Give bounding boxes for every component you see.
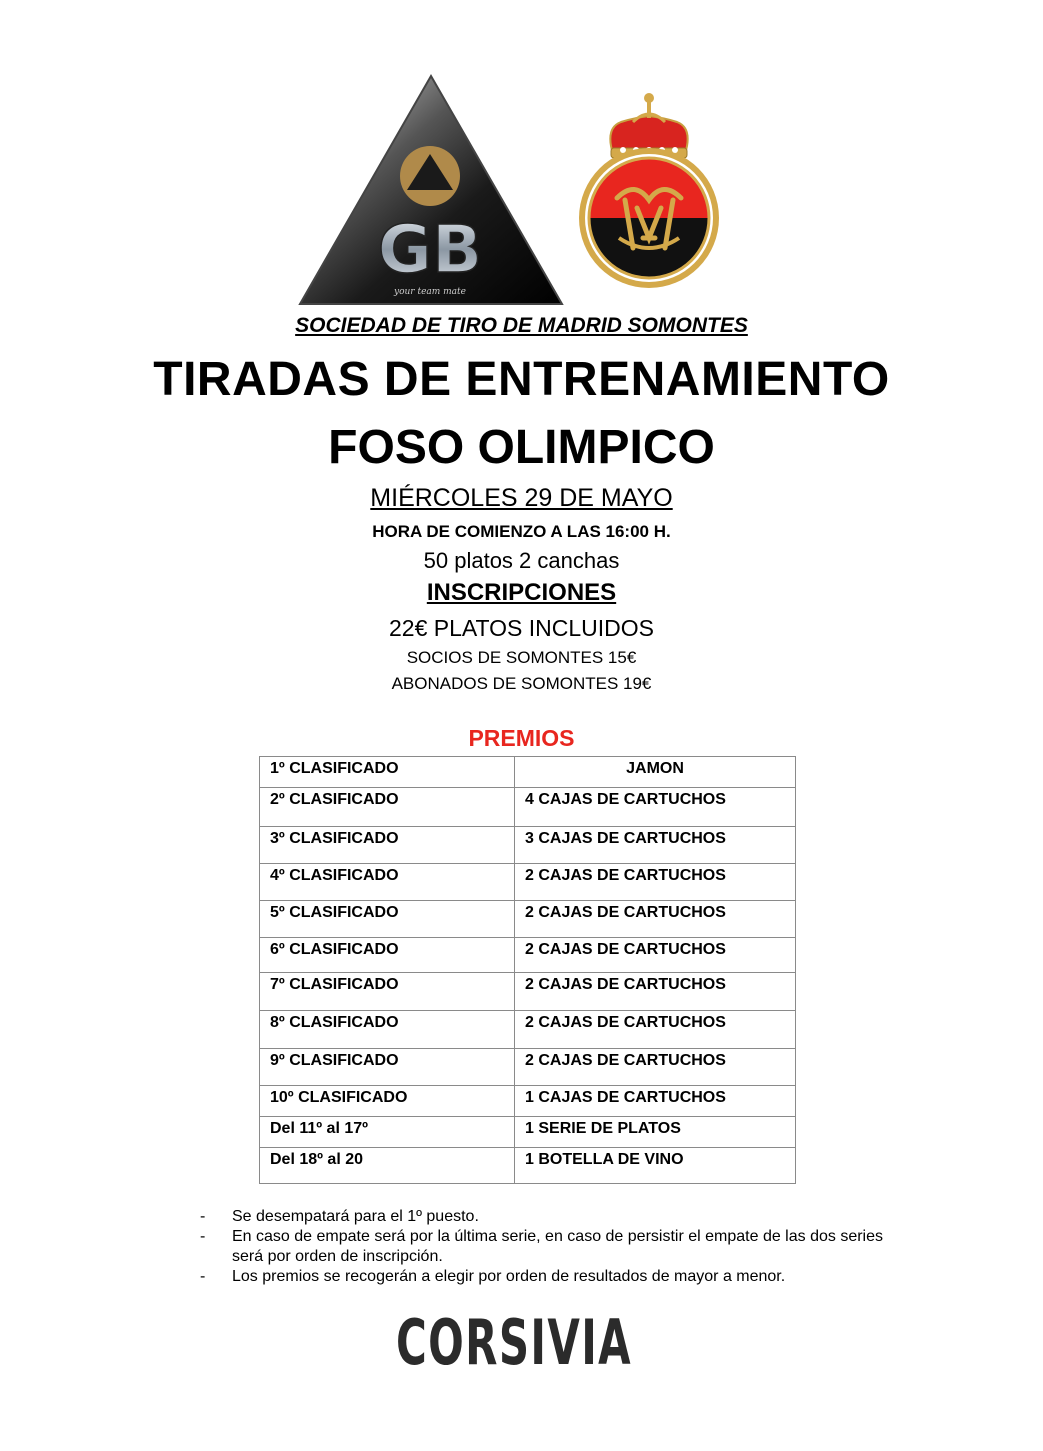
prize-cell: 2 CAJAS DE CARTUCHOS [515,1011,796,1049]
prize-cell: 2 CAJAS DE CARTUCHOS [515,901,796,938]
prize-cell: 1 BOTELLA DE VINO [515,1148,796,1184]
prize-cell: 4 CAJAS DE CARTUCHOS [515,788,796,827]
registration-price: 22€ PLATOS INCLUIDOS [388,615,655,641]
prize-cell: 1 CAJAS DE CARTUCHOS [515,1086,796,1117]
prize-cell: 2 CAJAS DE CARTUCHOS [515,864,796,901]
table-row [260,901,796,938]
prize-cell: JAMON [515,757,796,788]
page-title-line1: TIRADAS DE ENTRENAMIENTO [153,353,890,406]
table-row [260,938,796,973]
notes-list [200,1207,890,1287]
table-row [260,1049,796,1086]
prize-cell: 2 CAJAS DE CARTUCHOS [515,1049,796,1086]
corsivia-logo-text: CORSIVIA [396,1306,632,1379]
place-cell: 2º CLASIFICADO [260,788,515,827]
place-cell: 8º CLASIFICADO [260,1011,515,1049]
society-crest-logo [573,88,725,288]
page-title-line2: FOSO OLIMPICO [328,421,715,474]
event-start-time: HORA DE COMIENZO A LAS 16:00 H. [372,522,671,541]
bullet-dash: - [200,1208,206,1225]
note-item [200,1227,890,1267]
place-cell: 4º CLASIFICADO [260,864,515,901]
table-row [260,973,796,1011]
event-format: 50 platos 2 canchas [423,548,620,573]
place-cell: 10º CLASIFICADO [260,1086,515,1117]
note-text: Se desempatará para el 1º puesto. [232,1208,479,1225]
note-item [200,1207,890,1227]
prizes-table [259,756,796,1184]
registration-socios-price: SOCIOS DE SOMONTES 15€ [406,648,637,667]
table-row [260,757,796,788]
table-row [260,1011,796,1049]
table-row [260,864,796,901]
table-row [260,788,796,827]
prize-cell: 1 SERIE DE PLATOS [515,1117,796,1148]
registration-heading: INSCRIPCIONES [426,579,617,606]
prize-cell: 2 CAJAS DE CARTUCHOS [515,938,796,973]
event-date: MIÉRCOLES 29 DE MAYO [370,484,673,512]
note-text: En caso de empate será por la última serie, en caso de persistir el empate de las dos series será por orden de inscripción. [232,1228,883,1265]
note-item [200,1267,890,1287]
place-cell: Del 11º al 17º [260,1117,515,1148]
gb-logo-text: GB [377,211,483,288]
prize-cell: 3 CAJAS DE CARTUCHOS [515,827,796,864]
table-row [260,827,796,864]
bullet-dash: - [200,1268,206,1285]
gb-logo [296,72,566,308]
prize-cell: 2 CAJAS DE CARTUCHOS [515,973,796,1011]
note-text: Los premios se recogerán a elegir por orden de resultados de mayor a menor. [232,1268,786,1285]
table-row [260,1117,796,1148]
place-cell: 6º CLASIFICADO [260,938,515,973]
place-cell: 3º CLASIFICADO [260,827,515,864]
bullet-dash: - [200,1228,206,1245]
corsivia-logo [394,1306,634,1379]
place-cell: 9º CLASIFICADO [260,1049,515,1086]
gb-logo-tagline: your team mate [393,287,467,297]
prizes-heading: PREMIOS [468,725,575,751]
table-row [260,1148,796,1184]
registration-abonados-price: ABONADOS DE SOMONTES 19€ [391,674,652,693]
place-cell: 7º CLASIFICADO [260,973,515,1011]
place-cell: Del 18º al 20 [260,1148,515,1184]
place-cell: 1º CLASIFICADO [260,757,515,788]
table-row [260,1086,796,1117]
place-cell: 5º CLASIFICADO [260,901,515,938]
society-name: SOCIEDAD DE TIRO DE MADRID SOMONTES [295,314,748,337]
